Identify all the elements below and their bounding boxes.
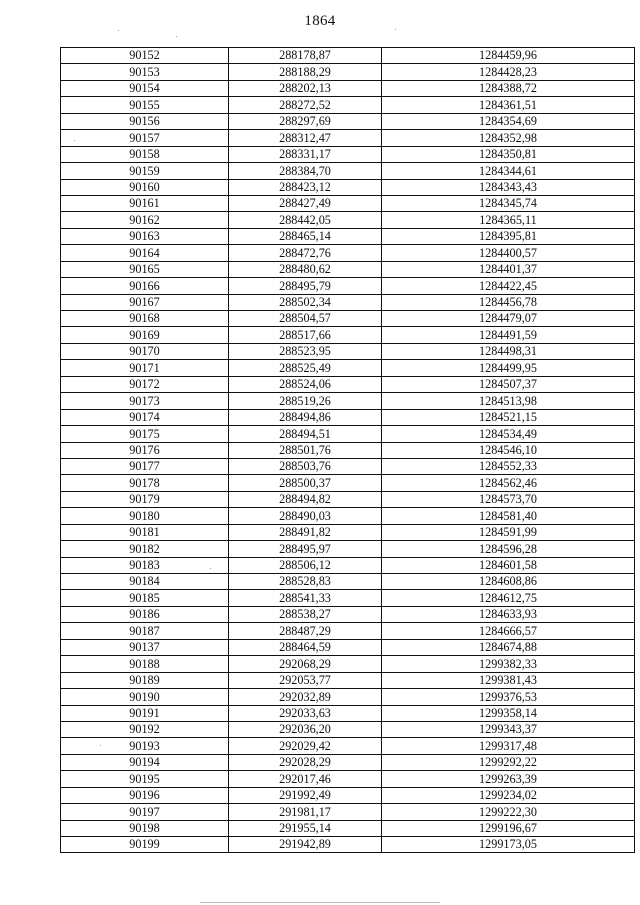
- y-coordinate-cell: 1284674,88: [382, 639, 635, 655]
- x-coordinate-cell: 288500,37: [229, 475, 382, 491]
- x-coordinate-cell: 288506,12: [229, 557, 382, 573]
- x-coordinate-cell: 291942,89: [229, 837, 382, 853]
- table-row: [61, 426, 635, 442]
- y-coordinate-cell: 1299381,43: [382, 672, 635, 688]
- point-number-cell: 90165: [61, 261, 229, 277]
- point-number-cell: 90188: [61, 656, 229, 672]
- point-number-cell: 90199: [61, 837, 229, 853]
- y-coordinate-cell: 1299358,14: [382, 705, 635, 721]
- table-row: [61, 508, 635, 524]
- y-coordinate-cell: 1284428,23: [382, 64, 635, 80]
- scan-speck: [210, 568, 211, 569]
- table-row: [61, 804, 635, 820]
- point-number-cell: 90159: [61, 163, 229, 179]
- x-coordinate-cell: 288517,66: [229, 327, 382, 343]
- y-coordinate-cell: 1299317,48: [382, 738, 635, 754]
- coordinate-table-body: [61, 48, 635, 853]
- table-row: [61, 311, 635, 327]
- y-coordinate-cell: 1284498,31: [382, 343, 635, 359]
- y-coordinate-cell: 1284354,69: [382, 113, 635, 129]
- y-coordinate-cell: 1284499,95: [382, 360, 635, 376]
- table-row: [61, 195, 635, 211]
- point-number-cell: 90167: [61, 294, 229, 310]
- point-number-cell: 90196: [61, 787, 229, 803]
- point-number-cell: 90157: [61, 130, 229, 146]
- point-number-cell: 90186: [61, 606, 229, 622]
- scan-speck: [74, 140, 75, 141]
- point-number-cell: 90161: [61, 195, 229, 211]
- y-coordinate-cell: 1299263,39: [382, 771, 635, 787]
- y-coordinate-cell: 1284573,70: [382, 491, 635, 507]
- point-number-cell: 90190: [61, 689, 229, 705]
- y-coordinate-cell: 1284608,86: [382, 574, 635, 590]
- y-coordinate-cell: 1284633,93: [382, 606, 635, 622]
- table-row: [61, 130, 635, 146]
- point-number-cell: 90168: [61, 311, 229, 327]
- y-coordinate-cell: 1284361,51: [382, 97, 635, 113]
- x-coordinate-cell: 288491,82: [229, 524, 382, 540]
- point-number-cell: 90175: [61, 426, 229, 442]
- point-number-cell: 90155: [61, 97, 229, 113]
- scan-edge-line: [200, 902, 440, 903]
- y-coordinate-cell: 1284601,58: [382, 557, 635, 573]
- x-coordinate-cell: 288312,47: [229, 130, 382, 146]
- x-coordinate-cell: 288442,05: [229, 212, 382, 228]
- x-coordinate-cell: 288178,87: [229, 48, 382, 64]
- y-coordinate-cell: 1284479,07: [382, 311, 635, 327]
- y-coordinate-cell: 1299376,53: [382, 689, 635, 705]
- x-coordinate-cell: 288495,79: [229, 278, 382, 294]
- table-row: [61, 606, 635, 622]
- x-coordinate-cell: 288297,69: [229, 113, 382, 129]
- table-row: [61, 721, 635, 737]
- x-coordinate-cell: 288495,97: [229, 541, 382, 557]
- x-coordinate-cell: 288465,14: [229, 228, 382, 244]
- x-coordinate-cell: 288427,49: [229, 195, 382, 211]
- table-row: [61, 442, 635, 458]
- point-number-cell: 90156: [61, 113, 229, 129]
- point-number-cell: 90189: [61, 672, 229, 688]
- x-coordinate-cell: 292033,63: [229, 705, 382, 721]
- point-number-cell: 90172: [61, 376, 229, 392]
- point-number-cell: 90166: [61, 278, 229, 294]
- point-number-cell: 90176: [61, 442, 229, 458]
- x-coordinate-cell: 292053,77: [229, 672, 382, 688]
- x-coordinate-cell: 292032,89: [229, 689, 382, 705]
- x-coordinate-cell: 288523,95: [229, 343, 382, 359]
- point-number-cell: 90153: [61, 64, 229, 80]
- y-coordinate-cell: 1299222,30: [382, 804, 635, 820]
- point-number-cell: 90192: [61, 721, 229, 737]
- y-coordinate-cell: 1284395,81: [382, 228, 635, 244]
- table-row: [61, 574, 635, 590]
- point-number-cell: 90181: [61, 524, 229, 540]
- y-coordinate-cell: 1284344,61: [382, 163, 635, 179]
- scan-speck: [395, 29, 396, 30]
- scan-speck: [118, 30, 119, 31]
- x-coordinate-cell: 288331,17: [229, 146, 382, 162]
- table-row: [61, 360, 635, 376]
- y-coordinate-cell: 1284350,81: [382, 146, 635, 162]
- scan-speck: [176, 36, 177, 37]
- x-coordinate-cell: 288538,27: [229, 606, 382, 622]
- y-coordinate-cell: 1284343,43: [382, 179, 635, 195]
- x-coordinate-cell: 288464,59: [229, 639, 382, 655]
- table-row: [61, 278, 635, 294]
- point-number-cell: 90137: [61, 639, 229, 655]
- coordinate-table: [60, 47, 635, 853]
- x-coordinate-cell: 292068,29: [229, 656, 382, 672]
- x-coordinate-cell: 288188,29: [229, 64, 382, 80]
- x-coordinate-cell: 288494,51: [229, 426, 382, 442]
- table-row: [61, 557, 635, 573]
- x-coordinate-cell: 288480,62: [229, 261, 382, 277]
- table-row: [61, 343, 635, 359]
- y-coordinate-cell: 1284581,40: [382, 508, 635, 524]
- table-row: [61, 787, 635, 803]
- y-coordinate-cell: 1284521,15: [382, 409, 635, 425]
- x-coordinate-cell: 288524,06: [229, 376, 382, 392]
- table-row: [61, 179, 635, 195]
- y-coordinate-cell: 1299173,05: [382, 837, 635, 853]
- y-coordinate-cell: 1284345,74: [382, 195, 635, 211]
- y-coordinate-cell: 1284552,33: [382, 458, 635, 474]
- table-row: [61, 327, 635, 343]
- point-number-cell: 90164: [61, 245, 229, 261]
- point-number-cell: 90198: [61, 820, 229, 836]
- point-number-cell: 90179: [61, 491, 229, 507]
- page-number: 1864: [304, 13, 336, 29]
- table-row: [61, 80, 635, 96]
- x-coordinate-cell: 288272,52: [229, 97, 382, 113]
- y-coordinate-cell: 1284513,98: [382, 393, 635, 409]
- x-coordinate-cell: 292029,42: [229, 738, 382, 754]
- y-coordinate-cell: 1284507,37: [382, 376, 635, 392]
- table-row: [61, 261, 635, 277]
- point-number-cell: 90194: [61, 754, 229, 770]
- point-number-cell: 90197: [61, 804, 229, 820]
- point-number-cell: 90162: [61, 212, 229, 228]
- table-row: [61, 458, 635, 474]
- table-row: [61, 820, 635, 836]
- x-coordinate-cell: 288490,03: [229, 508, 382, 524]
- table-row: [61, 623, 635, 639]
- point-number-cell: 90158: [61, 146, 229, 162]
- point-number-cell: 90184: [61, 574, 229, 590]
- table-row: [61, 294, 635, 310]
- table-row: [61, 771, 635, 787]
- y-coordinate-cell: 1299343,37: [382, 721, 635, 737]
- x-coordinate-cell: 288503,76: [229, 458, 382, 474]
- x-coordinate-cell: 292017,46: [229, 771, 382, 787]
- table-row: [61, 245, 635, 261]
- y-coordinate-cell: 1284365,11: [382, 212, 635, 228]
- x-coordinate-cell: 291955,14: [229, 820, 382, 836]
- y-coordinate-cell: 1284562,46: [382, 475, 635, 491]
- y-coordinate-cell: 1284596,28: [382, 541, 635, 557]
- table-row: [61, 541, 635, 557]
- table-row: [61, 524, 635, 540]
- y-coordinate-cell: 1284401,37: [382, 261, 635, 277]
- y-coordinate-cell: 1284456,78: [382, 294, 635, 310]
- x-coordinate-cell: 288519,26: [229, 393, 382, 409]
- point-number-cell: 90169: [61, 327, 229, 343]
- x-coordinate-cell: 288494,82: [229, 491, 382, 507]
- x-coordinate-cell: 288541,33: [229, 590, 382, 606]
- table-row: [61, 376, 635, 392]
- y-coordinate-cell: 1284422,45: [382, 278, 635, 294]
- point-number-cell: 90191: [61, 705, 229, 721]
- point-number-cell: 90187: [61, 623, 229, 639]
- y-coordinate-cell: 1284459,96: [382, 48, 635, 64]
- x-coordinate-cell: 288494,86: [229, 409, 382, 425]
- y-coordinate-cell: 1284534,49: [382, 426, 635, 442]
- x-coordinate-cell: 288525,49: [229, 360, 382, 376]
- y-coordinate-cell: 1284612,75: [382, 590, 635, 606]
- table-row: [61, 705, 635, 721]
- y-coordinate-cell: 1284666,57: [382, 623, 635, 639]
- y-coordinate-cell: 1299382,33: [382, 656, 635, 672]
- x-coordinate-cell: 288487,29: [229, 623, 382, 639]
- point-number-cell: 90183: [61, 557, 229, 573]
- x-coordinate-cell: 288202,13: [229, 80, 382, 96]
- x-coordinate-cell: 288501,76: [229, 442, 382, 458]
- point-number-cell: 90193: [61, 738, 229, 754]
- table-row: [61, 64, 635, 80]
- point-number-cell: 90173: [61, 393, 229, 409]
- table-row: [61, 754, 635, 770]
- x-coordinate-cell: 288528,83: [229, 574, 382, 590]
- y-coordinate-cell: 1284352,98: [382, 130, 635, 146]
- table-row: [61, 97, 635, 113]
- table-row: [61, 656, 635, 672]
- table-row: [61, 738, 635, 754]
- x-coordinate-cell: 291992,49: [229, 787, 382, 803]
- y-coordinate-cell: 1284400,57: [382, 245, 635, 261]
- table-row: [61, 672, 635, 688]
- point-number-cell: 90154: [61, 80, 229, 96]
- table-row: [61, 393, 635, 409]
- table-row: [61, 113, 635, 129]
- point-number-cell: 90170: [61, 343, 229, 359]
- x-coordinate-cell: 288423,12: [229, 179, 382, 195]
- y-coordinate-cell: 1284388,72: [382, 80, 635, 96]
- point-number-cell: 90177: [61, 458, 229, 474]
- point-number-cell: 90171: [61, 360, 229, 376]
- x-coordinate-cell: 288384,70: [229, 163, 382, 179]
- x-coordinate-cell: 292028,29: [229, 754, 382, 770]
- y-coordinate-cell: 1299292,22: [382, 754, 635, 770]
- point-number-cell: 90185: [61, 590, 229, 606]
- table-row: [61, 409, 635, 425]
- table-row: [61, 163, 635, 179]
- table-row: [61, 639, 635, 655]
- table-row: [61, 228, 635, 244]
- scan-speck: [100, 745, 101, 746]
- point-number-cell: 90174: [61, 409, 229, 425]
- y-coordinate-cell: 1299234,02: [382, 787, 635, 803]
- point-number-cell: 90182: [61, 541, 229, 557]
- table-row: [61, 689, 635, 705]
- table-row: [61, 837, 635, 853]
- point-number-cell: 90160: [61, 179, 229, 195]
- table-row: [61, 212, 635, 228]
- y-coordinate-cell: 1284546,10: [382, 442, 635, 458]
- x-coordinate-cell: 288502,34: [229, 294, 382, 310]
- x-coordinate-cell: 288504,57: [229, 311, 382, 327]
- table-row: [61, 590, 635, 606]
- table-row: [61, 491, 635, 507]
- point-number-cell: 90178: [61, 475, 229, 491]
- y-coordinate-cell: 1299196,67: [382, 820, 635, 836]
- point-number-cell: 90163: [61, 228, 229, 244]
- point-number-cell: 90195: [61, 771, 229, 787]
- table-row: [61, 475, 635, 491]
- table-row: [61, 48, 635, 64]
- x-coordinate-cell: 291981,17: [229, 804, 382, 820]
- y-coordinate-cell: 1284491,59: [382, 327, 635, 343]
- x-coordinate-cell: 292036,20: [229, 721, 382, 737]
- y-coordinate-cell: 1284591,99: [382, 524, 635, 540]
- point-number-cell: 90152: [61, 48, 229, 64]
- table-row: [61, 146, 635, 162]
- point-number-cell: 90180: [61, 508, 229, 524]
- x-coordinate-cell: 288472,76: [229, 245, 382, 261]
